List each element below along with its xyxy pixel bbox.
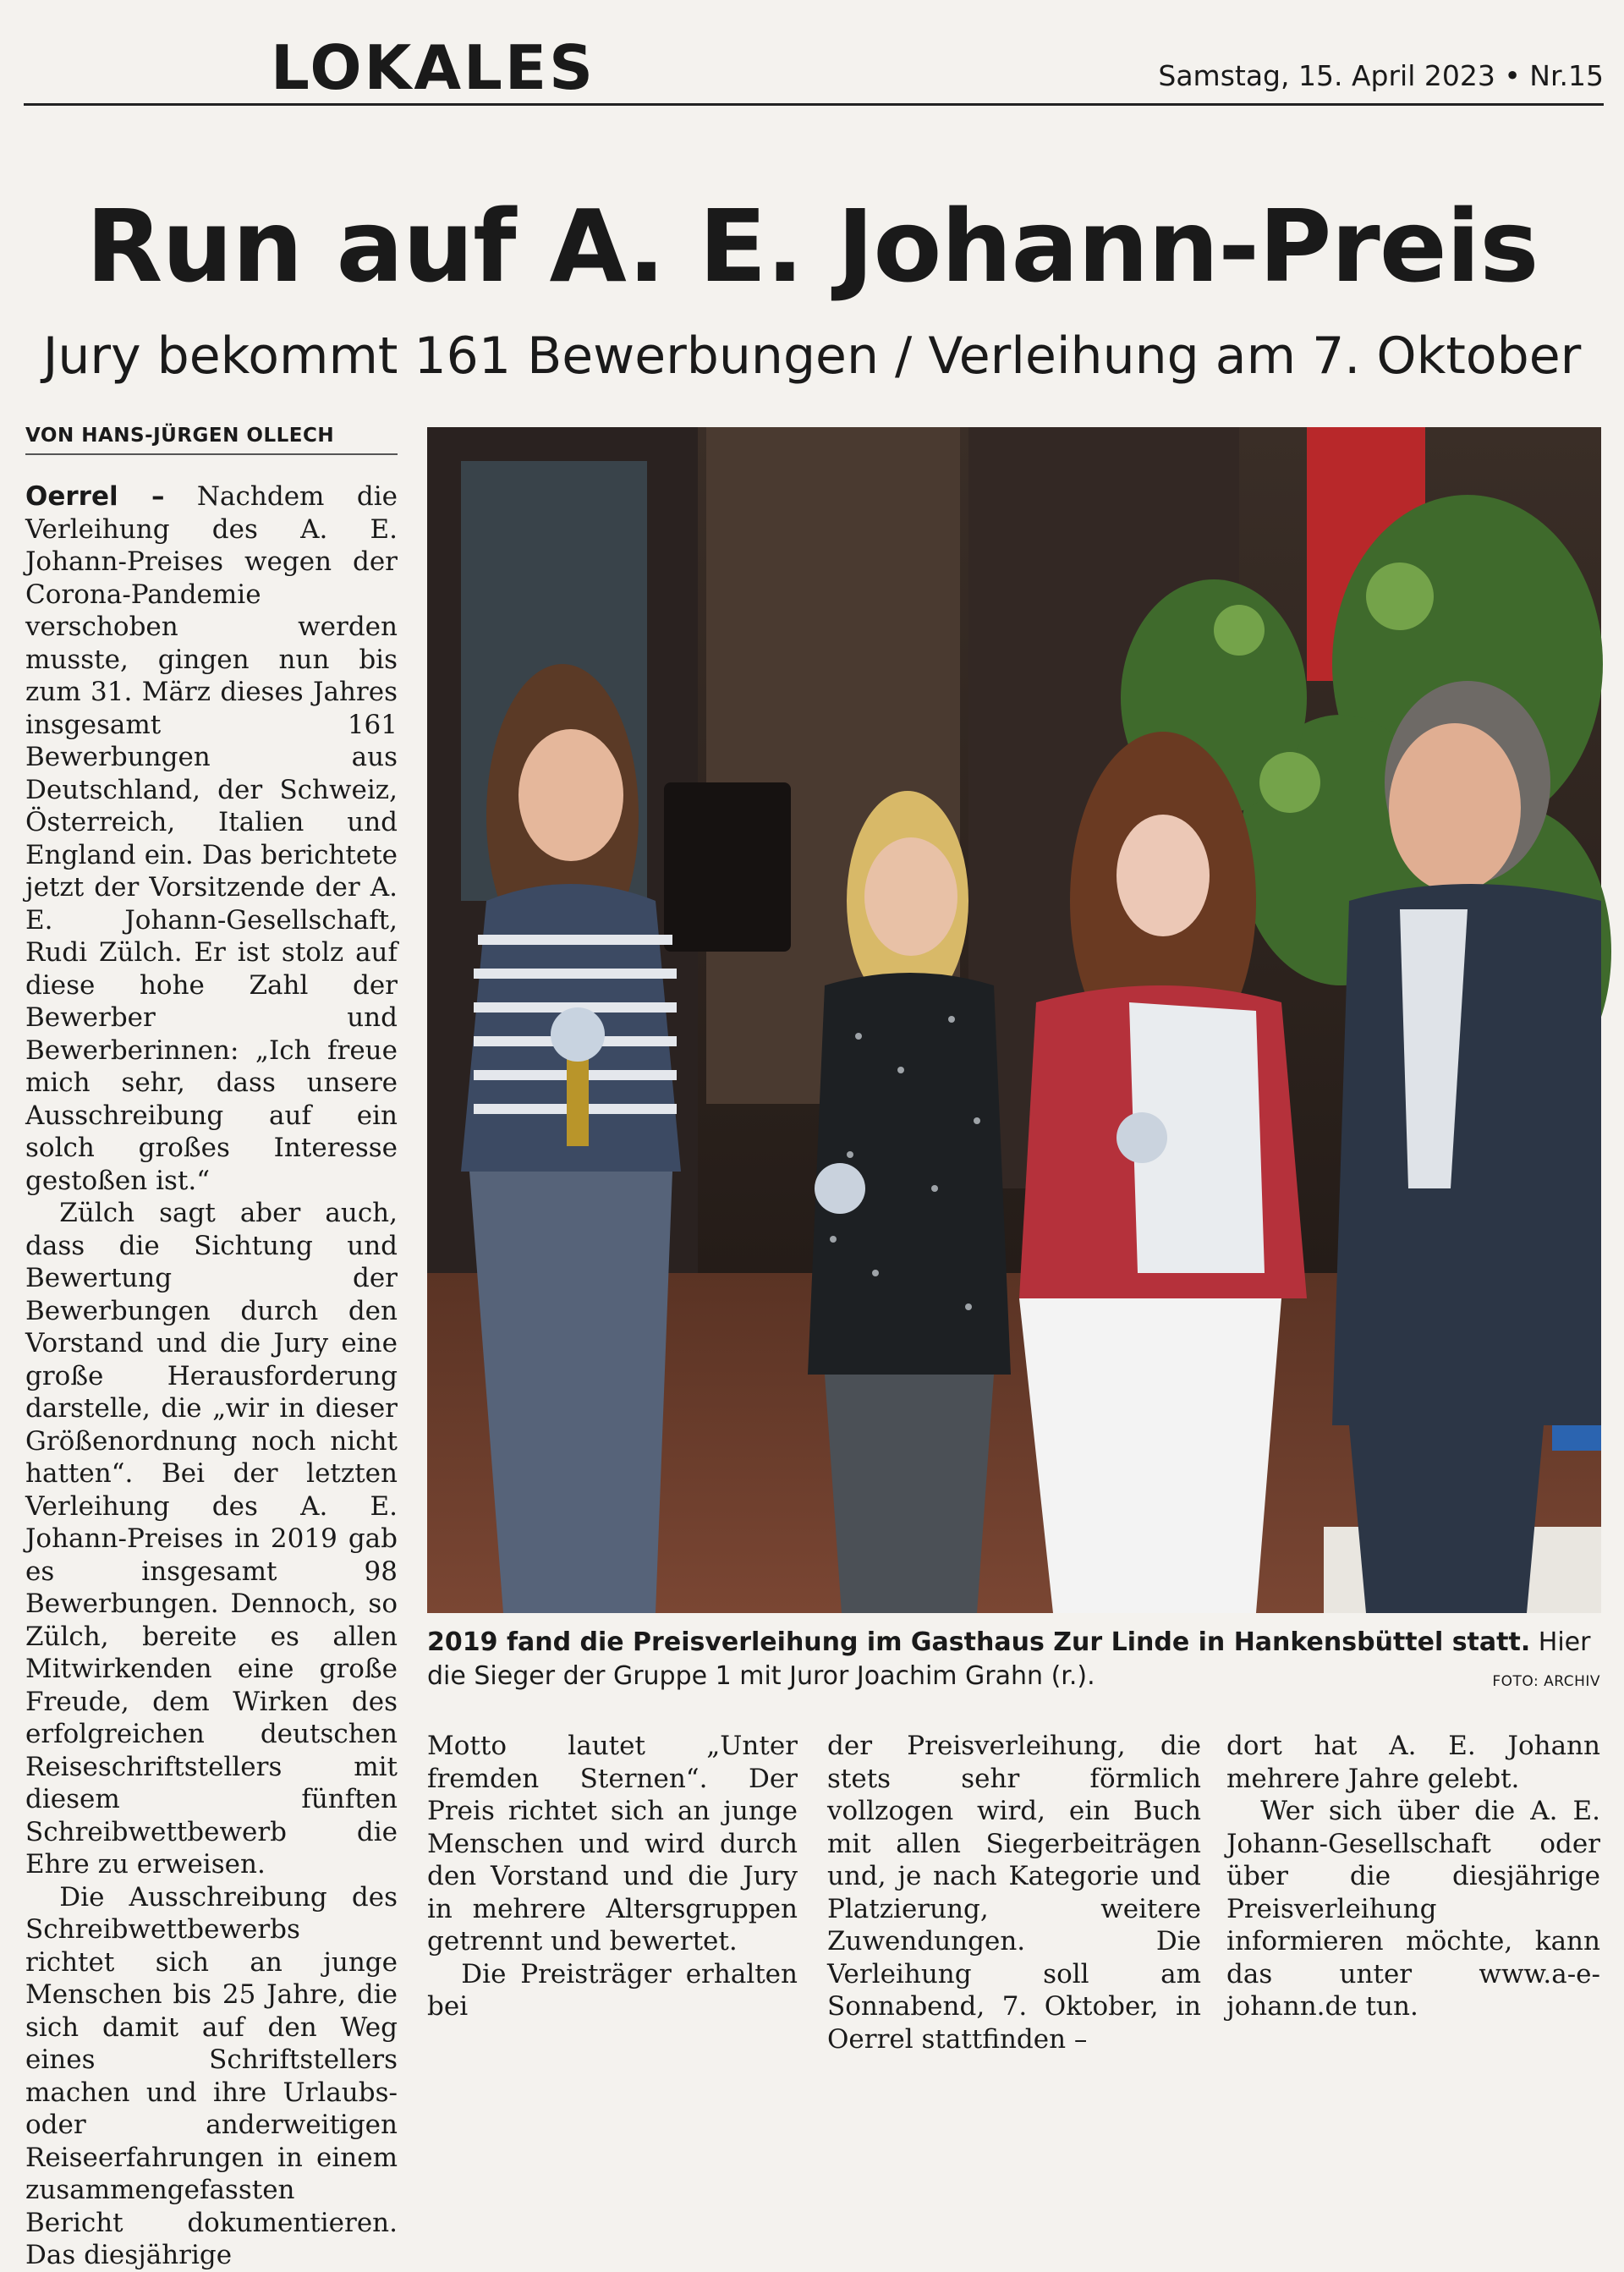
caption-bold-text: 2019 fand die Preisverleihung im Gasthaus Zur Linde in Hankensbüttel statt. xyxy=(427,1627,1531,1657)
article-column-2 xyxy=(427,1730,798,2022)
headline: Run auf A. E. Johann-Preis xyxy=(85,188,1539,305)
paragraph: Wer sich über die A. E. Johann-Gesellschaft oder über die diesjährige Preisverleihung informieren möchte, kann das unter www.a-e-johann.de tun. xyxy=(1226,1796,1600,2022)
paragraph xyxy=(25,480,398,1197)
section-title: LOKALES xyxy=(271,32,595,103)
article-column-1 xyxy=(25,480,398,2270)
article-column-3 xyxy=(827,1730,1201,2055)
paragraph-text: Nachdem die Verleihung des A. E. Johann-Preises wegen der Corona-Pandemie verschoben werden musste, gingen nun bis zum 31. März dieses Jahres insgesamt 161 Bewerbungen aus Deutschland, der Schweiz, Österreich, Italien und England ein. Das berichtete jetzt der Vorsitzende der A. E. Johann-Gesellschaft, Rudi Zülch. Er ist stolz auf diese hohe Zahl der Bewerber und Bewerberinnen: „Ich freue mich sehr, dass unsere Ausschreibung auf ein solch großes Interesse gestoßen ist.“ xyxy=(25,481,398,1196)
subheadline: Jury bekommt 161 Bewerbungen / Verleihung am 7. Oktober xyxy=(42,327,1582,386)
byline: VON HANS-JÜRGEN OLLECH xyxy=(25,425,398,455)
paragraph: Die Preisträger erhalten bei xyxy=(427,1958,798,2022)
paragraph: der Preisverleihung, die stets sehr förmlich vollzogen wird, ein Buch mit allen Siegerbeiträgen und, je nach Kategorie und Platzierung, weitere Zuwendungen. Die Verleihung soll am Sonnabend, 7. Oktober, in Oerrel stattfinden – xyxy=(827,1731,1201,2055)
issue-date: Samstag, 15. April 2023 • Nr.15 xyxy=(1158,59,1604,92)
caption-text: Hier die Sieger der Gruppe 1 mit Juror Joachim Grahn (r.). xyxy=(427,1627,1591,1691)
page-header xyxy=(24,25,1604,107)
photo-caption xyxy=(427,1626,1601,1693)
dateline-place: Oerrel – xyxy=(25,481,165,512)
paragraph: Die Ausschreibung des Schreibwettbewerbs richtet sich an junge Menschen bis 25 Jahre, die sich damit auf den Weg eines Schriftstellers machen und ihre Urlaubs- oder anderweitigen Reiseerfahrungen in einem zusammengefassten Bericht dokumentieren. Das diesjährige xyxy=(25,1881,398,2270)
award-ceremony-image xyxy=(427,427,1601,1613)
article-photo xyxy=(427,427,1601,1613)
article-column-4 xyxy=(1226,1730,1600,2022)
header-rule xyxy=(24,103,1604,106)
paragraph: Zülch sagt aber auch, dass die Sichtung und Bewertung der Bewerbungen durch den Vorstand und die Jury eine große Herausforderung darstelle, die „wir in dieser Größenordnung noch nicht hatten“. Bei der letzten Verleihung des A. E. Johann-Preises in 2019 gab es insgesamt 98 Bewerbungen. Dennoch, so Zülch, bereite es allen Mitwirkenden eine große Freude, dem Wirken des erfolgreichen deutschen Reiseschriftstellers mit diesem fünften Schreibwettbewerb die Ehre zu erweisen. xyxy=(25,1198,398,1880)
paragraph: dort hat A. E. Johann mehrere Jahre gelebt. xyxy=(1226,1731,1600,1794)
photo-credit: FOTO: ARCHIV xyxy=(1492,1673,1600,1690)
paragraph: Motto lautet „Unter fremden Sternen“. Der Preis richtet sich an junge Menschen und wird durch den Vorstand und die Jury in mehrere Altersgruppen getrennt und bewertet. xyxy=(427,1731,798,1956)
